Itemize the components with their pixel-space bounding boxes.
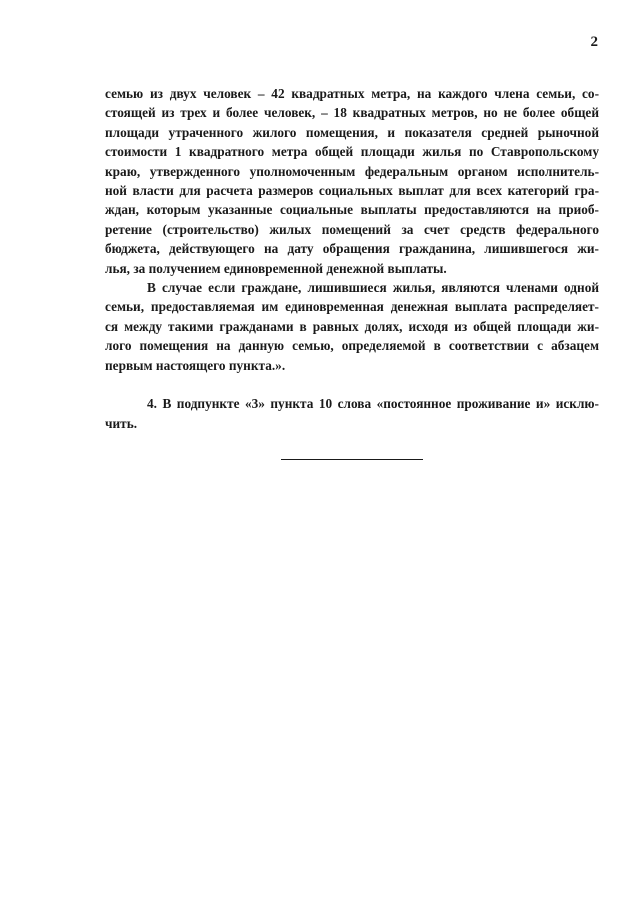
paragraph-amendment-4 [105,394,599,433]
page-number: 2 [590,34,598,50]
text-line: первым настоящего пункта.». [105,357,286,373]
text-line: ся между такими гражданами в равных долях, исходя из общей площади жи- [105,318,599,334]
text-line: краю, утвержденного уполномоченным федеральным органом исполнитель- [105,163,599,179]
text-line: лья, за получением единовременной денежной выплаты. [105,260,447,276]
text-line: В случае если граждане, лишившиеся жилья, являются членами одной [147,280,599,296]
text-line: ждан, которым указанные социальные выплаты предоставляются на приоб- [105,202,599,218]
text-line: чить. [105,415,138,431]
text-line: ной власти для расчета размеров социальных выплат для всех категорий гра- [105,183,599,199]
text-line: лого помещения на данную семью, определяемой в соответствии с абзацем [105,338,599,354]
document-body [105,84,599,433]
text-line: бюджета, действующего на дату обращения гражданина, лишившегося жи- [105,241,599,257]
paragraph-spacer [105,375,599,394]
text-line: 4. В подпункте «3» пункта 10 слова «постоянное проживание и» исклю- [147,396,599,412]
text-line: стоящей из трех и более человек, – 18 квадратных метров, но не более общей [105,105,599,121]
text-line: ретение (строительство) жилых помещений за счет средств федерального [105,221,599,237]
text-line: стоимости 1 квадратного метра общей площади жилья по Ставропольскому [105,144,599,160]
end-divider-line [281,459,423,460]
text-line: семьи, предоставляемая им единовременная денежная выплата распределяет- [105,299,599,315]
text-line: семью из двух человек – 42 квадратных метра, на каждого члена семьи, со- [105,86,599,101]
paragraph-housing-norm [105,84,599,278]
text-line: площади утраченного жилого помещения, и показателя средней рыночной [105,124,599,140]
paragraph-family-distribution [105,278,599,375]
